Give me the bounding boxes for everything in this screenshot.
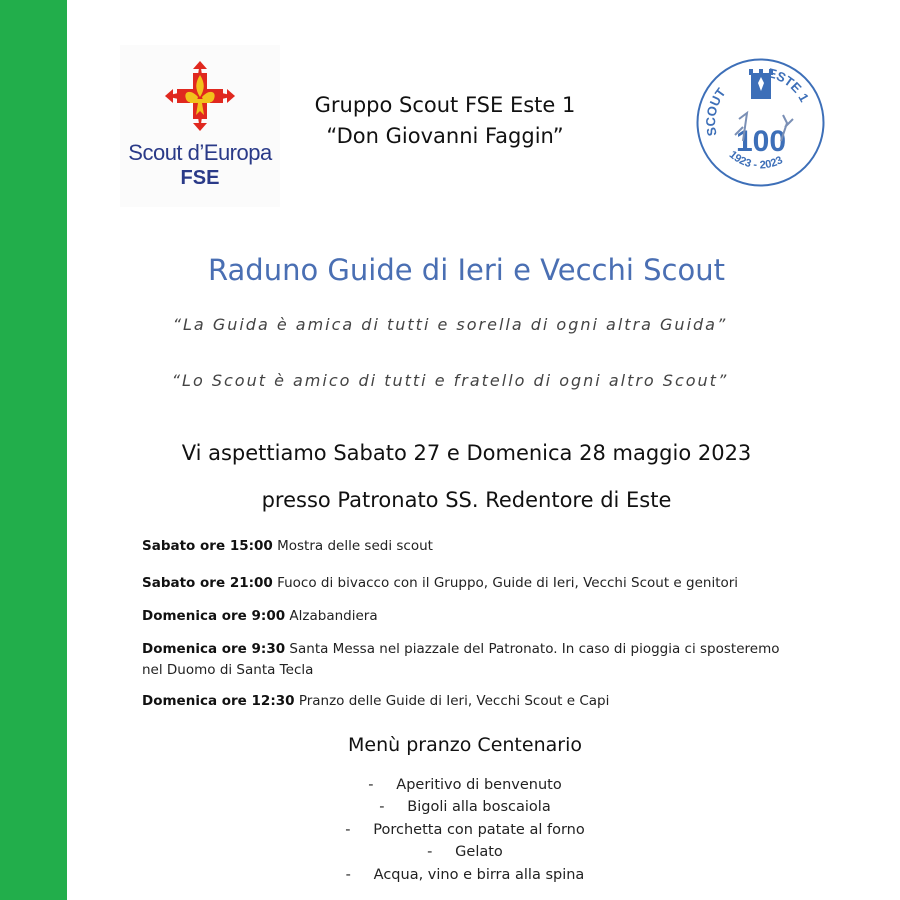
menu-item [300, 796, 630, 818]
menu-item [300, 774, 630, 796]
schedule-time: Sabato ore 15:00 [142, 538, 273, 554]
schedule-time: Domenica ore 12:30 [142, 693, 295, 709]
menu-item [300, 819, 630, 841]
schedule-activity: Fuoco di bivacco con il Gruppo, Guide di Ieri, Vecchi Scout e genitori [277, 575, 739, 591]
badge-text-left: SCOUT [703, 85, 729, 138]
menu-bullet: - [379, 799, 385, 816]
group-heading [290, 90, 600, 152]
schedule-item [142, 639, 802, 681]
badge-text-right: STE 1 [774, 68, 813, 105]
schedule-activity: Santa Messa nel piazzale del Patronato. In caso di pioggia ci sposteremo nel Duomo di Santa Tecla [142, 641, 780, 678]
menu-item [300, 841, 630, 863]
menu-item-label: Acqua, vino e birra alla spina [373, 866, 585, 883]
schedule-activity: Mostra delle sedi scout [277, 538, 433, 554]
schedule-activity: Alzabandiera [289, 608, 378, 624]
schedule-time: Domenica ore 9:00 [142, 608, 286, 624]
schedule-time: Domenica ore 9:30 [142, 641, 286, 657]
menu-bullet: - [345, 821, 351, 838]
menu-item-label: Aperitivo di benvenuto [396, 777, 562, 793]
event-dates: Vi aspettiamo Sabato 27 e Domenica 28 maggio 2023 [181, 441, 752, 465]
menu-list [300, 774, 630, 886]
side-color-bar [0, 0, 67, 900]
schedule-item [142, 606, 802, 627]
group-dedication: “Don Giovanni Faggin” [326, 124, 564, 148]
menu-item-label: Bigoli alla boscaiola [407, 799, 551, 816]
schedule-item [142, 573, 802, 594]
schedule-time: Sabato ore 21:00 [142, 575, 273, 591]
event-title: Raduno Guide di Ieri e Vecchi Scout [208, 253, 725, 287]
badge-text-years: 1923 - 2023 [726, 148, 785, 172]
scout-europa-logo [120, 45, 280, 207]
schedule-activity: Pranzo delle Guide di Ieri, Vecchi Scout e Capi [298, 693, 610, 709]
schedule-item [142, 691, 802, 712]
cross-fleur-de-lis-icon [163, 59, 237, 133]
menu-item-label: Porchetta con patate al forno [373, 821, 585, 838]
menu-item [300, 864, 630, 886]
menu-title: Menù pranzo Centenario [348, 734, 582, 756]
menu-bullet: - [345, 866, 351, 883]
badge-centenary-number: 100 [735, 125, 787, 158]
logo-title: Scout d’Europa [128, 140, 272, 165]
group-name: Gruppo Scout FSE Este 1 [314, 93, 576, 117]
schedule-item [142, 536, 802, 557]
guide-motto-quote: “La Guida è amica di tutti e sorella di ogni altra Guida” [172, 315, 728, 334]
menu-item-label: Gelato [455, 844, 503, 861]
menu-bullet: - [427, 844, 433, 861]
centenary-badge-icon [695, 57, 826, 188]
menu-bullet: - [368, 777, 374, 793]
event-location: presso Patronato SS. Redentore di Este [261, 488, 672, 512]
scout-motto-quote: “Lo Scout è amico di tutti e fratello di ogni altro Scout” [171, 371, 729, 390]
logo-subtitle: FSE [180, 167, 220, 189]
